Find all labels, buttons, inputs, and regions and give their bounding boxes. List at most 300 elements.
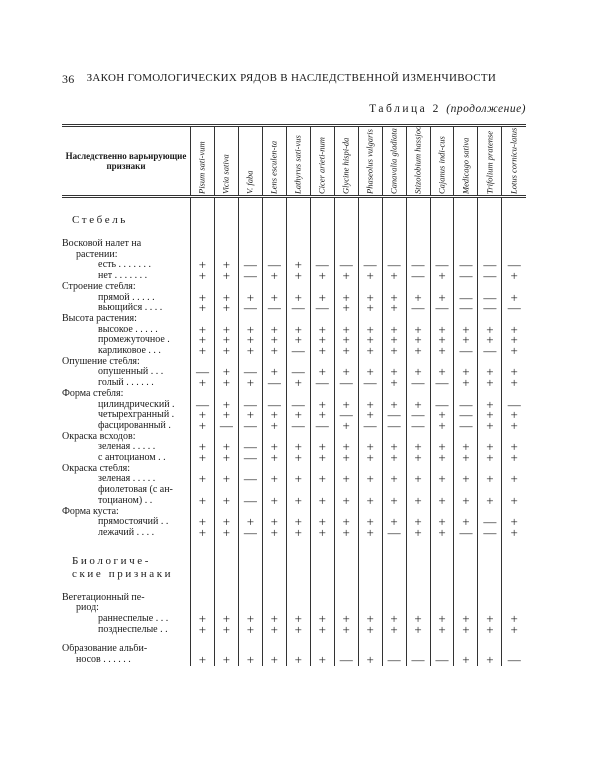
trait-value-cell: — <box>238 421 262 432</box>
trait-value-cell <box>286 539 310 593</box>
trait-value-cell: — <box>406 410 430 421</box>
column-header <box>502 126 526 197</box>
trait-value-cell: + <box>238 517 262 528</box>
trait-value-cell: + <box>430 528 454 539</box>
trait-value-cell: — <box>478 346 502 357</box>
trait-value-cell: + <box>286 410 310 421</box>
trait-value-cell: — <box>478 271 502 282</box>
trait-label-line: зеленая . . . . . <box>98 474 156 485</box>
trait-value-cell <box>358 539 382 593</box>
trait-value-cell: + <box>262 325 286 336</box>
trait-value-cell: + <box>191 260 215 271</box>
trait-label <box>62 507 191 518</box>
trait-value-cell: + <box>334 367 358 378</box>
trait-label <box>62 293 191 304</box>
trait-value-cell: + <box>478 367 502 378</box>
trait-value-cell: + <box>406 474 430 485</box>
trait-value-cell: + <box>334 421 358 432</box>
trait-value-cell: + <box>310 485 334 506</box>
trait-value-cell <box>191 197 215 240</box>
trait-value-cell: + <box>238 614 262 625</box>
trait-value-cell: + <box>286 271 310 282</box>
trait-value-cell: — <box>310 303 334 314</box>
trait-value-cell: + <box>262 636 286 666</box>
species-name: Trifolium pratense <box>484 130 495 194</box>
trait-value-cell: — <box>382 410 406 421</box>
trait-value-cell: + <box>382 293 406 304</box>
trait-value-cell: + <box>310 410 334 421</box>
trait-value-cell <box>478 197 502 240</box>
trait-value-cell: + <box>262 453 286 464</box>
trait-value-cell: + <box>358 474 382 485</box>
trait-value-cell <box>214 197 238 240</box>
trait-value-cell: + <box>214 367 238 378</box>
trait-value-cell: + <box>191 378 215 389</box>
trait-value-cell: + <box>214 325 238 336</box>
trait-value-cell: + <box>430 485 454 506</box>
trait-value-cell: + <box>310 636 334 666</box>
trait-value-cell: — <box>430 303 454 314</box>
trait-value-cell: + <box>191 410 215 421</box>
trait-value-cell: + <box>310 442 334 453</box>
trait-value-cell: — <box>238 367 262 378</box>
species-name: Stizolobium hassjoo <box>412 125 423 194</box>
trait-value-cell: + <box>454 367 478 378</box>
trait-value-cell: + <box>382 367 406 378</box>
trait-value-cell: — <box>286 421 310 432</box>
trait-value-cell: + <box>502 346 526 357</box>
trait-value-cell: + <box>286 260 310 271</box>
trait-label <box>62 260 191 271</box>
species-name: V. faba <box>244 170 255 194</box>
trait-value-cell: + <box>358 325 382 336</box>
trait-value-cell: — <box>406 421 430 432</box>
trait-value-cell: + <box>454 453 478 464</box>
trait-label-line: растении: <box>76 249 118 260</box>
trait-label <box>62 636 191 666</box>
trait-value-cell: + <box>334 528 358 539</box>
trait-label-line: тоцианом) . . <box>98 495 153 506</box>
trait-row <box>62 474 526 485</box>
trait-value-cell: + <box>286 325 310 336</box>
trait-label-line: Окраска всходов: <box>62 431 136 442</box>
trait-value-cell: + <box>214 400 238 411</box>
trait-value-cell: + <box>358 367 382 378</box>
trait-label-line: вьющийся . . . . <box>98 303 163 314</box>
trait-label-line: зеленая . . . . . <box>98 442 156 453</box>
trait-value-cell: + <box>430 614 454 625</box>
trait-value-cell: + <box>334 271 358 282</box>
trait-value-cell: — <box>478 303 502 314</box>
trait-label <box>62 528 191 539</box>
trait-value-cell: + <box>191 442 215 453</box>
trait-value-cell: + <box>191 614 215 625</box>
trait-value-cell: + <box>191 528 215 539</box>
trait-value-cell: + <box>286 293 310 304</box>
trait-value-cell: — <box>262 303 286 314</box>
trait-label-line: Биологиче- <box>72 554 152 567</box>
table-caption-label: Таблица 2 <box>369 103 441 115</box>
species-name: Canavalia gladiata <box>388 128 399 194</box>
running-head <box>62 72 528 87</box>
trait-label-line: Окраска стебля: <box>62 463 131 474</box>
trait-value-cell: + <box>382 346 406 357</box>
trait-value-cell: + <box>454 325 478 336</box>
trait-value-cell: — <box>478 528 502 539</box>
trait-label-line: риод: <box>76 603 99 614</box>
trait-label-line: ские признаки <box>72 567 174 580</box>
trait-value-cell: + <box>430 453 454 464</box>
trait-value-cell: + <box>334 442 358 453</box>
trait-label <box>62 197 191 240</box>
column-header <box>286 126 310 197</box>
trait-value-cell: + <box>286 442 310 453</box>
trait-label-line: прямой . . . . . <box>98 292 155 303</box>
trait-label <box>62 400 191 411</box>
trait-value-cell: — <box>238 453 262 464</box>
trait-value-cell: — <box>310 421 334 432</box>
trait-value-cell <box>238 197 262 240</box>
trait-label-line: раннеспелые . . . <box>98 614 169 625</box>
trait-label-line: есть . . . . . . . <box>98 260 152 271</box>
column-header <box>478 126 502 197</box>
trait-label-line: позднеспелые . . <box>98 624 168 635</box>
trait-value-cell: + <box>214 260 238 271</box>
trait-value-cell: + <box>430 517 454 528</box>
trait-value-cell: + <box>191 293 215 304</box>
trait-value-cell: + <box>214 442 238 453</box>
trait-value-cell: — <box>286 367 310 378</box>
trait-value-cell: + <box>382 325 406 336</box>
trait-value-cell: — <box>382 528 406 539</box>
trait-value-cell: + <box>262 346 286 357</box>
trait-value-cell: + <box>430 442 454 453</box>
trait-value-cell: + <box>214 528 238 539</box>
trait-value-cell: + <box>502 421 526 432</box>
column-header <box>191 126 215 197</box>
trait-value-cell: + <box>382 271 406 282</box>
trait-value-cell: + <box>191 474 215 485</box>
trait-label <box>62 432 191 443</box>
trait-value-cell: + <box>191 485 215 506</box>
trait-value-cell: — <box>406 378 430 389</box>
trait-value-cell: + <box>286 335 310 346</box>
trait-value-cell: + <box>286 517 310 528</box>
trait-value-cell: + <box>430 271 454 282</box>
trait-value-cell <box>406 197 430 240</box>
species-name: Pisum sati-vum <box>196 141 207 194</box>
trait-label <box>62 625 191 636</box>
trait-row <box>62 517 526 528</box>
trait-value-cell: + <box>406 528 430 539</box>
trait-value-cell: — <box>502 303 526 314</box>
trait-value-cell: + <box>310 474 334 485</box>
trait-value-cell: + <box>358 636 382 666</box>
trait-value-cell: — <box>238 260 262 271</box>
trait-row <box>62 346 526 357</box>
trait-value-cell: + <box>191 335 215 346</box>
trait-value-cell <box>382 539 406 593</box>
trait-value-cell: + <box>358 293 382 304</box>
trait-value-cell: + <box>382 378 406 389</box>
trait-value-cell: — <box>238 442 262 453</box>
trait-value-cell: + <box>382 442 406 453</box>
trait-value-cell: + <box>382 400 406 411</box>
trait-value-cell: — <box>382 260 406 271</box>
trait-value-cell: + <box>334 303 358 314</box>
trait-value-cell: + <box>310 346 334 357</box>
trait-value-cell <box>502 197 526 240</box>
trait-label-line: фиолетовая (с ан- <box>98 485 173 496</box>
trait-value-cell: + <box>358 410 382 421</box>
trait-value-cell <box>430 539 454 593</box>
trait-value-cell: + <box>478 410 502 421</box>
trait-value-cell: + <box>358 517 382 528</box>
trait-value-cell: + <box>478 453 502 464</box>
trait-value-cell: — <box>238 474 262 485</box>
trait-value-cell: — <box>478 517 502 528</box>
trait-label <box>62 539 191 593</box>
trait-row <box>62 625 526 636</box>
trait-value-cell: — <box>238 485 262 506</box>
trait-label <box>62 389 191 400</box>
trait-label-line: лежачий . . . . <box>98 527 155 538</box>
species-name: Cicer arieti-num <box>316 137 327 194</box>
trait-value-cell: + <box>454 335 478 346</box>
column-header <box>358 126 382 197</box>
trait-value-cell <box>406 539 430 593</box>
trait-value-cell: + <box>334 485 358 506</box>
trait-value-cell: + <box>262 293 286 304</box>
trait-value-cell: + <box>262 335 286 346</box>
trait-label-line: Восковой налет на <box>62 239 142 249</box>
trait-label <box>62 485 191 506</box>
trait-value-cell: — <box>430 636 454 666</box>
trait-value-cell: + <box>214 474 238 485</box>
trait-value-cell: + <box>238 346 262 357</box>
table-body <box>62 197 526 666</box>
trait-value-cell: + <box>214 636 238 666</box>
trait-value-cell: + <box>286 528 310 539</box>
trait-label-line: цилиндрический . <box>98 399 175 410</box>
trait-value-cell: + <box>382 485 406 506</box>
trait-value-cell: + <box>430 325 454 336</box>
trait-value-cell: + <box>310 293 334 304</box>
trait-value-cell: + <box>502 335 526 346</box>
trait-value-cell: + <box>286 625 310 636</box>
trait-value-cell: + <box>454 485 478 506</box>
trait-label-line: голый . . . . . . <box>98 378 154 389</box>
trait-value-cell: + <box>430 335 454 346</box>
table-caption-note: (продолжение) <box>446 103 526 115</box>
trait-value-cell: + <box>214 453 238 464</box>
trait-label-line: Опушение стебля: <box>62 356 140 367</box>
trait-value-cell: + <box>406 625 430 636</box>
trait-value-cell: — <box>382 421 406 432</box>
trait-value-cell: + <box>478 474 502 485</box>
trait-value-cell: + <box>358 453 382 464</box>
trait-value-cell: — <box>262 378 286 389</box>
trait-value-cell: — <box>358 378 382 389</box>
trait-value-cell: + <box>430 293 454 304</box>
trait-value-cell: + <box>358 400 382 411</box>
trait-value-cell: + <box>310 400 334 411</box>
trait-value-cell: + <box>334 474 358 485</box>
trait-value-cell: + <box>406 367 430 378</box>
trait-label-line: Образование альби- <box>62 644 148 655</box>
column-header <box>310 126 334 197</box>
trait-row <box>62 614 526 625</box>
trait-row <box>62 421 526 432</box>
trait-value-cell: — <box>334 636 358 666</box>
trait-value-cell: — <box>334 260 358 271</box>
trait-row <box>62 400 526 411</box>
trait-row <box>62 593 526 614</box>
trait-value-cell <box>478 539 502 593</box>
trait-value-cell: + <box>382 517 406 528</box>
trait-value-cell: + <box>262 614 286 625</box>
trait-value-cell <box>382 197 406 240</box>
trait-value-cell: + <box>406 400 430 411</box>
trait-value-cell <box>334 197 358 240</box>
trait-value-cell: + <box>358 303 382 314</box>
trait-value-cell: + <box>478 614 502 625</box>
header-traits-label: Наследственно варьирующие признаки <box>62 126 191 197</box>
trait-value-cell: — <box>358 421 382 432</box>
trait-value-cell: + <box>191 303 215 314</box>
trait-value-cell: + <box>406 293 430 304</box>
trait-value-cell: — <box>358 260 382 271</box>
trait-row <box>62 260 526 271</box>
trait-value-cell: + <box>478 378 502 389</box>
trait-value-cell: + <box>334 453 358 464</box>
trait-row <box>62 485 526 506</box>
trait-value-cell <box>334 539 358 593</box>
trait-label <box>62 325 191 336</box>
trait-label <box>62 410 191 421</box>
trait-value-cell: + <box>334 335 358 346</box>
trait-value-cell: + <box>406 442 430 453</box>
column-header <box>238 126 262 197</box>
trait-value-cell: + <box>478 636 502 666</box>
trait-value-cell: + <box>478 325 502 336</box>
trait-value-cell: + <box>502 453 526 464</box>
trait-value-cell: + <box>478 400 502 411</box>
trait-label-line: нет . . . . . . . <box>98 271 148 282</box>
trait-value-cell: + <box>191 625 215 636</box>
trait-value-cell: + <box>191 325 215 336</box>
trait-value-cell: + <box>430 346 454 357</box>
trait-value-cell: — <box>502 260 526 271</box>
trait-label-line: высокое . . . . . <box>98 324 158 335</box>
trait-label <box>62 367 191 378</box>
trait-value-cell: — <box>454 303 478 314</box>
column-header <box>430 126 454 197</box>
column-header <box>334 126 358 197</box>
trait-value-cell: + <box>406 517 430 528</box>
trait-value-cell: + <box>286 614 310 625</box>
trait-value-cell: + <box>238 410 262 421</box>
trait-value-cell: + <box>286 453 310 464</box>
trait-value-cell: + <box>334 400 358 411</box>
trait-value-cell: + <box>454 378 478 389</box>
trait-value-cell <box>454 197 478 240</box>
trait-value-cell: + <box>382 303 406 314</box>
trait-value-cell: + <box>334 293 358 304</box>
trait-row <box>62 378 526 389</box>
trait-value-cell: + <box>310 325 334 336</box>
trait-value-cell: — <box>286 303 310 314</box>
trait-value-cell: + <box>334 325 358 336</box>
trait-value-cell <box>238 539 262 593</box>
trait-value-cell: + <box>238 636 262 666</box>
trait-label <box>62 314 191 325</box>
trait-value-cell: — <box>454 346 478 357</box>
trait-value-cell: + <box>310 271 334 282</box>
trait-row <box>62 453 526 464</box>
trait-value-cell: + <box>430 625 454 636</box>
trait-value-cell: + <box>406 614 430 625</box>
trait-value-cell <box>310 539 334 593</box>
trait-value-cell: + <box>214 410 238 421</box>
trait-value-cell: + <box>214 517 238 528</box>
trait-value-cell: + <box>286 378 310 389</box>
trait-value-cell: + <box>191 636 215 666</box>
trait-value-cell: + <box>191 346 215 357</box>
trait-value-cell: — <box>454 260 478 271</box>
trait-value-cell: + <box>478 335 502 346</box>
trait-value-cell: + <box>310 528 334 539</box>
trait-label <box>62 282 191 293</box>
trait-value-cell: — <box>262 260 286 271</box>
trait-value-cell: + <box>334 346 358 357</box>
trait-value-cell: + <box>454 636 478 666</box>
trait-value-cell: + <box>214 293 238 304</box>
trait-value-cell: + <box>191 453 215 464</box>
trait-label-line: четырехгранный . <box>98 410 175 421</box>
trait-value-cell: + <box>191 517 215 528</box>
trait-value-cell: + <box>238 293 262 304</box>
trait-value-cell: + <box>502 410 526 421</box>
page-number: 36 <box>62 72 75 86</box>
trait-value-cell: — <box>286 400 310 411</box>
species-name: Phaseolus vulgaris <box>364 129 375 194</box>
trait-value-cell: — <box>238 528 262 539</box>
trait-value-cell: + <box>478 485 502 506</box>
trait-row <box>62 239 526 260</box>
trait-label-line: Высота растения: <box>62 313 137 324</box>
trait-label <box>62 474 191 485</box>
trait-label-line: Стебель <box>72 214 128 226</box>
trait-value-cell: + <box>406 453 430 464</box>
trait-value-cell: + <box>502 293 526 304</box>
trait-value-cell <box>454 539 478 593</box>
trait-value-cell: — <box>454 271 478 282</box>
trait-value-cell: + <box>262 517 286 528</box>
trait-row <box>62 314 526 325</box>
trait-label <box>62 378 191 389</box>
trait-value-cell: + <box>214 378 238 389</box>
trait-value-cell: + <box>478 442 502 453</box>
trait-value-cell: + <box>358 614 382 625</box>
trait-value-cell: + <box>502 271 526 282</box>
trait-value-cell: + <box>262 410 286 421</box>
trait-value-cell: + <box>502 485 526 506</box>
trait-value-cell: — <box>430 378 454 389</box>
species-name: Lathyrus sati-vus <box>292 135 303 194</box>
trait-value-cell: + <box>502 625 526 636</box>
trait-value-cell: + <box>502 367 526 378</box>
